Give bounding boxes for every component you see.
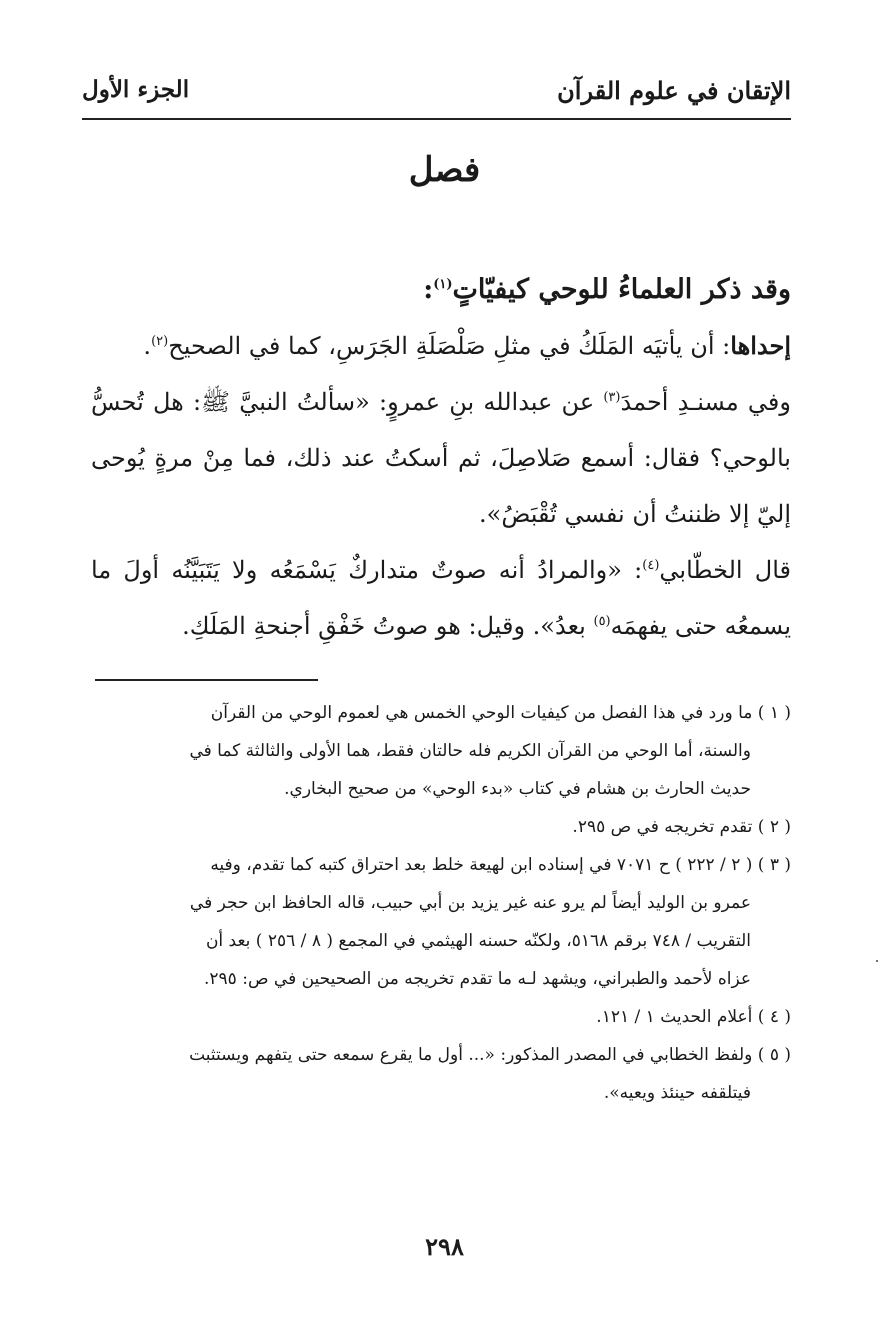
paragraph-3 xyxy=(91,542,791,654)
footnote-ref-2: (٢) xyxy=(151,334,169,349)
first-label: إحداها xyxy=(730,331,791,360)
footnote-ref-4: (٤) xyxy=(642,558,660,573)
intro-text: وقد ذكر العلماءُ للوحي كيفيّاتٍ xyxy=(452,274,791,305)
footnote-separator xyxy=(95,679,318,681)
paragraph-3-text: : «والمرادُ أنه صوتٌ متداركٌ يَسْمَعُه ولا يَتَبَيَّنُه أولَ ما يسمعُه حتى يفهمَه xyxy=(91,556,791,640)
footnote-4: ( ٤ ) أعلام الحديث ١ / ١٢١. xyxy=(596,1007,791,1027)
scan-speck xyxy=(876,960,878,962)
footnote-3-line-1: ( ٣ ) ( ٢ / ٢٢٢ ) ح ٧٠٧١ في إسناده ابن لهيعة خلط بعد احتراق كتبه كما تقدم، وفيه xyxy=(210,855,791,875)
footnote-3-line-3: التقريب / ٧٤٨ برقم ٥١٦٨، ولكنّه حسنه الهيثمي في المجمع ( ٨ / ٢٥٦ ) بعد أن xyxy=(205,931,751,951)
footnote-2: ( ٢ ) تقدم تخريجه في ص ٢٩٥. xyxy=(572,817,791,837)
footnote-ref-3: (٣) xyxy=(603,390,621,405)
footnote-5-line-2: فيتلقفه حينئذ ويعيه». xyxy=(603,1083,751,1103)
footnote-1-line-1: ( ١ ) ما ورد في هذا الفصل من كيفيات الوحي الخمس هي لعموم الوحي من القرآن xyxy=(210,703,791,723)
footnote-5-line-1: ( ٥ ) ولفظ الخطابي في المصدر المذكور: «... أول ما يقرع سمعه حتى يتفهم ويستثبت xyxy=(189,1045,791,1065)
paragraph-3-start: قال الخطّابي xyxy=(659,556,791,584)
book-title: الإتقان في علوم القرآن xyxy=(557,76,791,105)
footnotes xyxy=(76,694,791,1112)
paragraph-2-start: وفي مسنـدِ أحمدَ xyxy=(620,388,791,416)
main-text xyxy=(91,262,791,654)
footnote-3-line-2: عمرو بن الوليد أيضاً لم يرو عنه غير يزيد بن أبي حبيب، قاله الحافظ ابن حجر في xyxy=(189,893,751,913)
paragraph-1-end: . xyxy=(143,332,152,360)
footnote-ref-1: (١) xyxy=(433,277,453,292)
footnote-3-line-4: عزاه لأحمد والطبراني، ويشهد لـه ما تقدم تخريجه من الصحيحين في ص: ٢٩٥. xyxy=(204,969,751,989)
footnote-1-line-2: والسنة، أما الوحي من القرآن الكريم فله حالتان فقط، هما الأولى والثالثة كما في xyxy=(189,741,751,761)
intro-colon: : xyxy=(423,274,434,305)
paragraph-1-text: : أن يأتيَه المَلَكُ في مثلِ صَلْصَلَةِ الجَرَسِ، كما في الصحيح xyxy=(168,332,731,360)
footnote-ref-5: (٥) xyxy=(593,614,611,629)
paragraph-2 xyxy=(91,374,791,542)
page-number: ٢٩٨ xyxy=(425,1232,464,1261)
paragraph-1 xyxy=(91,318,791,374)
chapter-title: فصل xyxy=(408,150,481,190)
running-header xyxy=(82,70,791,120)
paragraph-3-end: بعدُ». وقيل: هو صوتُ خَفْقِ أجنحةِ المَلَكِ. xyxy=(182,612,586,640)
paragraph-2-text: عن عبدالله بنِ عمروٍ: «سألتُ النبيَّ ﷺ: هل تُحسُّ بالوحي؟ فقال: أسمع صَلاصِلَ، ثم أسكتُ عند ذلك، فما مِنْ مرةٍ يُوحى إليّ إلا ظننتُ أن نفسي تُقْبَضُ». xyxy=(91,388,791,528)
intro-line xyxy=(91,262,791,318)
part-label: الجزء الأول xyxy=(82,76,190,103)
footnote-1-line-3: حديث الحارث بن هشام في كتاب «بدء الوحي» من صحيح البخاري. xyxy=(284,779,751,799)
